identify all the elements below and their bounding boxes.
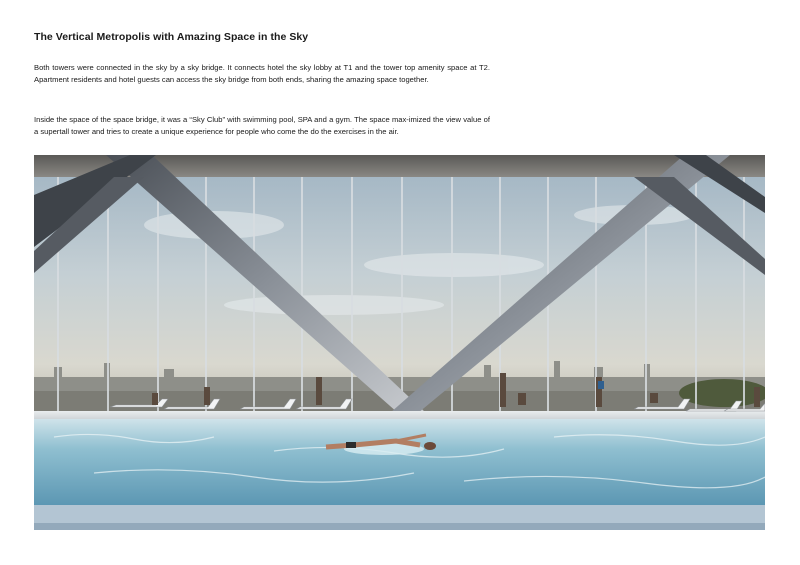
- page-title: The Vertical Metropolis with Amazing Space in the Sky: [34, 31, 309, 43]
- paragraph-sky-club: Inside the space of the space bridge, it was a “Sky Club” with swimming pool, SPA and a gym. The space max-imized the view value of a supertall tower and tries to create a unique experience for people who come the do the exercises in the air.: [34, 115, 490, 137]
- sky-club-pool-rendering: [34, 155, 765, 530]
- paragraph-sky-bridge: Both towers were connected in the sky by a sky bridge. It connects hotel the sky lobby at T1 and the tower top amenity space at T2. Apartment residents and hotel guests can access the sky bridge from both ends, sharing the amazing space together.: [34, 63, 490, 85]
